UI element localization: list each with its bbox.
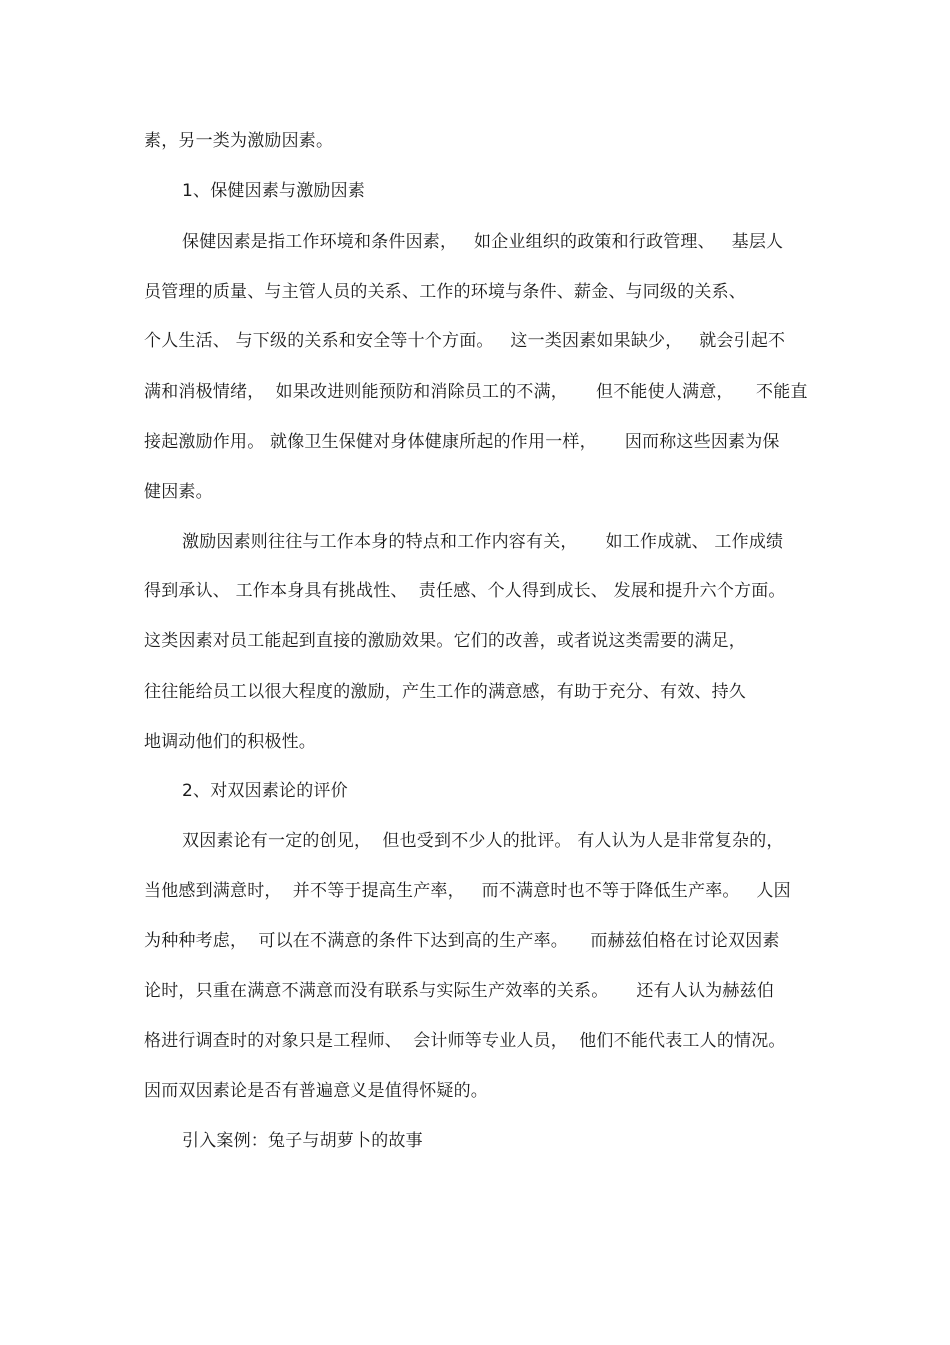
section-heading-2: 2、对双因素论的评价 [182,781,348,801]
paragraph-line-18: 因而双因素论是否有普遍意义是值得怀疑的。 [144,1081,488,1101]
case-heading: 引入案例：兔子与胡萝卜的故事 [182,1131,423,1151]
paragraph-line-15: 为种种考虑， 可以在不满意的条件下达到高的生产率。 而赫兹伯格在讨论双因素 [144,931,780,951]
paragraph-line-17: 格进行调查时的对象只是工程师、 会计师等专业人员， 他们不能代表工人的情况。 [144,1031,786,1051]
paragraph-line-5: 满和消极情绪， 如果改进则能预防和消除员工的不满， 但不能使人满意， 不能直 [144,382,808,402]
paragraph-line-14: 当他感到满意时， 并不等于提高生产率， 而不满意时也不等于降低生产率。 人因 [144,881,791,901]
paragraph-line-4: 个人生活、 与下级的关系和安全等十个方面。 这一类因素如果缺少， 就会引起不 [144,331,786,351]
paragraph-line-16: 论时，只重在满意不满意而没有联系与实际生产效率的关系。 还有人认为赫兹伯 [144,981,775,1001]
paragraph-line-7: 健因素。 [144,482,213,502]
paragraph-line-8: 激励因素则往往与工作本身的特点和工作内容有关， 如工作成就、 工作成绩 [182,532,784,552]
paragraph-line-6: 接起激励作用。 就像卫生保健对身体健康所起的作用一样， 因而称这些因素为保 [144,432,780,452]
paragraph-line-2: 保健因素是指工作环境和条件因素， 如企业组织的政策和行政管理、 基层人 [182,232,784,252]
paragraph-line-9: 得到承认、 工作本身具有挑战性、 责任感、个人得到成长、 发展和提升六个方面。 [144,581,786,601]
paragraph-line-3: 员管理的质量、与主管人员的关系、工作的环境与条件、薪金、与同级的关系、 [144,282,746,302]
section-heading-1: 1、保健因素与激励因素 [182,181,366,201]
paragraph-line-1: 素，另一类为激励因素。 [144,131,334,151]
paragraph-line-13: 双因素论有一定的创见， 但也受到不少人的批评。 有人认为人是非常复杂的， [182,831,784,851]
paragraph-line-11: 往往能给员工以很大程度的激励，产生工作的满意感，有助于充分、有效、持久 [144,682,746,702]
paragraph-line-12: 地调动他们的积极性。 [144,732,316,752]
paragraph-line-10: 这类因素对员工能起到直接的激励效果。它们的改善，或者说这类需要的满足， [144,631,746,651]
